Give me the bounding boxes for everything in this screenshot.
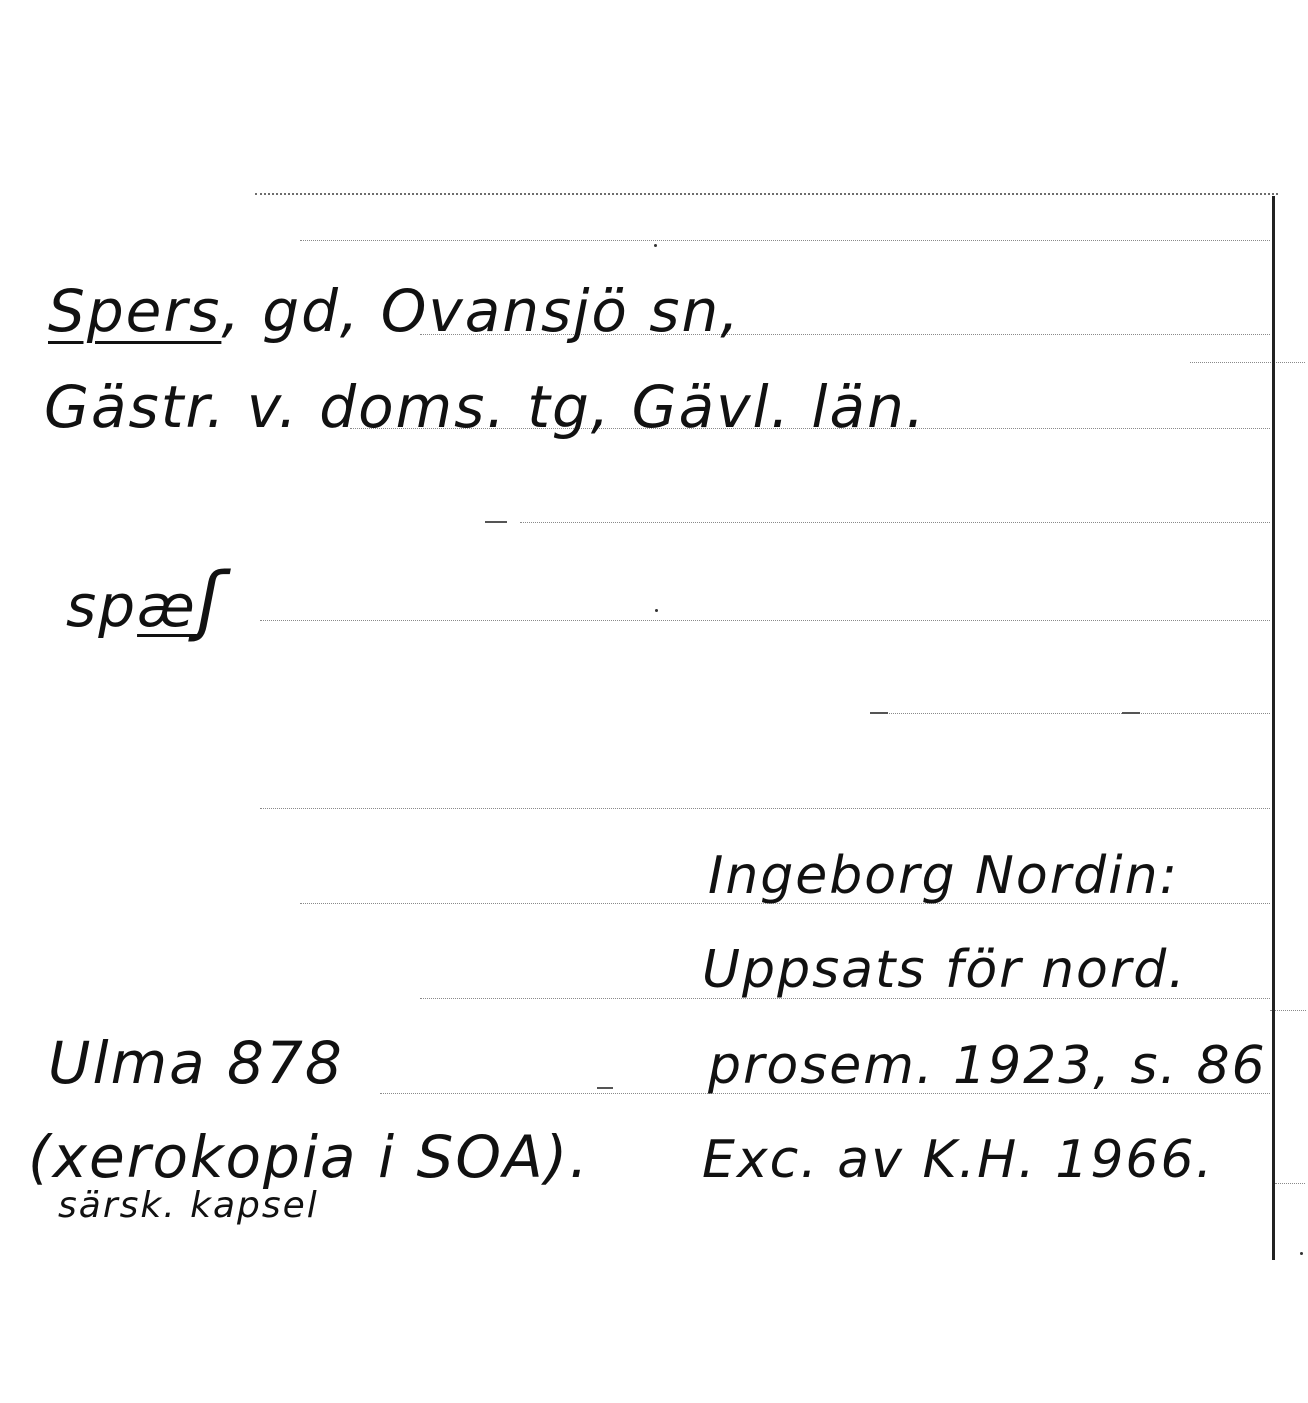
card-top-rule [255, 193, 1278, 195]
stray-dot [1300, 1252, 1303, 1255]
source-line-1: Ingeborg Nordin: [708, 846, 1180, 906]
stray-dot [654, 244, 657, 247]
pronunciation-prefix: sp [66, 572, 138, 640]
card-rule [870, 713, 1270, 714]
locality-parish: , gd, Ovansjö sn, [221, 277, 741, 345]
stray-dot [655, 609, 658, 612]
entry-heading-line-2: Gästr. v. doms. tg, Gävl. län. [44, 373, 927, 441]
card-rule [300, 240, 1270, 241]
stray-mark [1122, 712, 1140, 714]
card-rule [1275, 1183, 1305, 1184]
card-right-edge [1272, 196, 1275, 1260]
card-rule [260, 808, 1270, 809]
source-line-4: Exc. av K.H. 1966. [702, 1130, 1215, 1190]
card-rule [260, 620, 1270, 621]
pronunciation [66, 555, 225, 644]
headword: Spers [48, 277, 222, 345]
stray-mark [870, 712, 888, 714]
stray-mark [597, 1087, 613, 1089]
stray-mark [485, 521, 507, 523]
entry-heading-line-1 [48, 277, 741, 345]
card-rule [520, 522, 1270, 523]
archive-line-3: särsk. kapsel [58, 1185, 319, 1226]
archive-line-1: Ulma 878 [48, 1029, 344, 1097]
pronunciation-stressed-vowel: æ [137, 572, 197, 640]
card-rule [1190, 362, 1305, 363]
source-line-3: prosem. 1923, s. 86 [708, 1036, 1267, 1096]
archive-line-2: (xerokopia i SOA). [28, 1123, 590, 1191]
source-line-2: Uppsats för nord. [702, 940, 1187, 1000]
card-rule [1270, 1010, 1306, 1011]
pronunciation-suffix: ʃ [196, 555, 225, 644]
